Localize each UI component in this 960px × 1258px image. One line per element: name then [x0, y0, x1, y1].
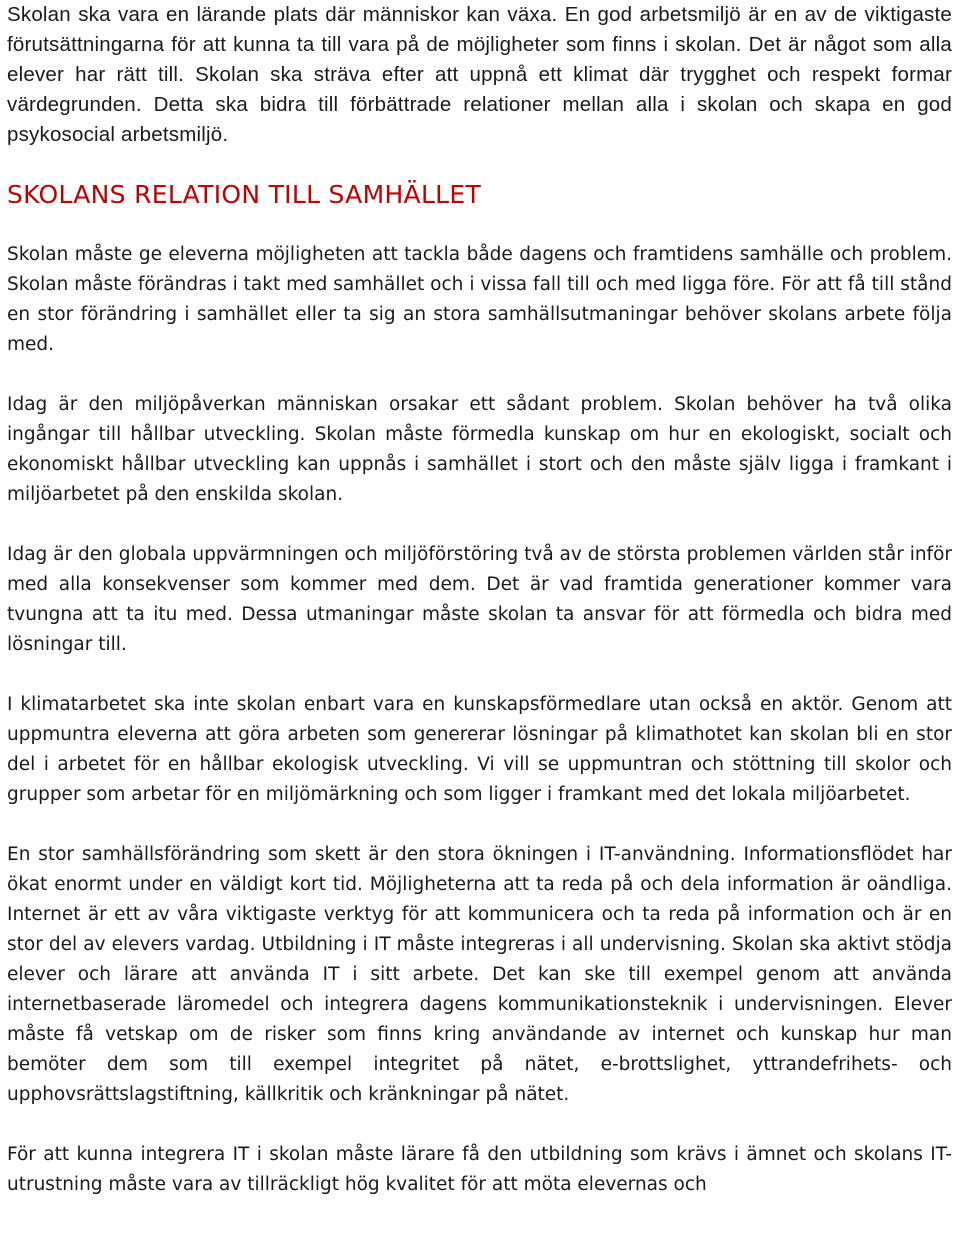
section-heading: SKOLANS RELATION TILL SAMHÄLLET [7, 180, 482, 209]
body-paragraph-4: I klimatarbetet ska inte skolan enbart vara en kunskapsförmedlare utan också en aktör. Genom att uppmuntra eleverna att göra arbeten som genererar lösningar på klimathotet kan skolan bli en stor del i arbetet för en hållbar ekologisk utveckling. Vi vill se uppmuntran och stöttning till skolor och grupper som arbetar för en miljömärkning och som ligger i framkant med det lokala miljöarbetet. [7, 694, 952, 805]
intro-paragraph: Skolan ska vara en lärande plats där människor kan växa. En god arbetsmiljö är en av de viktigaste förutsättningarna för att kunna ta till vara på de möjligheter som finns i skolan. Det är något som alla elever har rätt till. Skolan ska sträva efter att uppnå ett klimat där trygghet och respekt formar värdegrunden. Detta ska bidra till förbättrade relationer mellan alla i skolan och skapa en god psykosocial arbetsmiljö. [7, 3, 952, 146]
body-paragraph-3: Idag är den globala uppvärmningen och miljöförstöring två av de största problemen världen står inför med alla konsekvenser som kommer med dem. Det är vad framtida generationer kommer vara tvungna att ta itu med. Dessa utmaningar måste skolan ta ansvar för att förmedla och bidra med lösningar till. [7, 544, 952, 655]
body-paragraph-5: En stor samhällsförändring som skett är den stora ökningen i IT-användning. Informationsflödet har ökat enormt under en väldigt kort tid. Möjligheterna att ta reda på och dela information är oändliga. Internet är ett av våra viktigaste verktyg för att kommunicera och ta reda på information och är en stor del av elevers vardag. Utbildning i IT måste integreras i all undervisning. Skolan ska aktivt stödja elever och lärare att använda IT i sitt arbete. Det kan ske till exempel genom att använda internetbaserade läromedel och integrera dagens kommunikationsteknik i undervisningen. Elever måste få vetskap om de risker som finns kring användande av internet och kunskap hur man bemöter dem som till exempel integritet på nätet, e-brottslighet, yttrandefrihets- och upphovsrättslagstiftning, källkritik och kränkningar på nätet. [7, 844, 952, 1105]
body-paragraph-6: För att kunna integrera IT i skolan måste lärare få den utbildning som krävs i ämnet och skolans IT-utrustning måste vara av tillräckligt hög kvalitet för att möta elevernas och [7, 1144, 952, 1195]
body-paragraph-2: Idag är den miljöpåverkan människan orsakar ett sådant problem. Skolan behöver ha två olika ingångar till hållbar utveckling. Skolan måste förmedla kunskap om hur en ekologiskt, socialt och ekonomiskt hållbar utveckling kan uppnås i samhället i stort och den måste själv ligga i framkant i miljöarbetet på den enskilda skolan. [7, 394, 952, 505]
body-paragraph-1: Skolan måste ge eleverna möjligheten att tackla både dagens och framtidens samhälle och problem. Skolan måste förändras i takt med samhället och i vissa fall till och med ligga före. För att få till stånd en stor förändring i samhället eller ta sig an stora samhällsutmaningar behöver skolans arbete följa med. [7, 244, 952, 355]
